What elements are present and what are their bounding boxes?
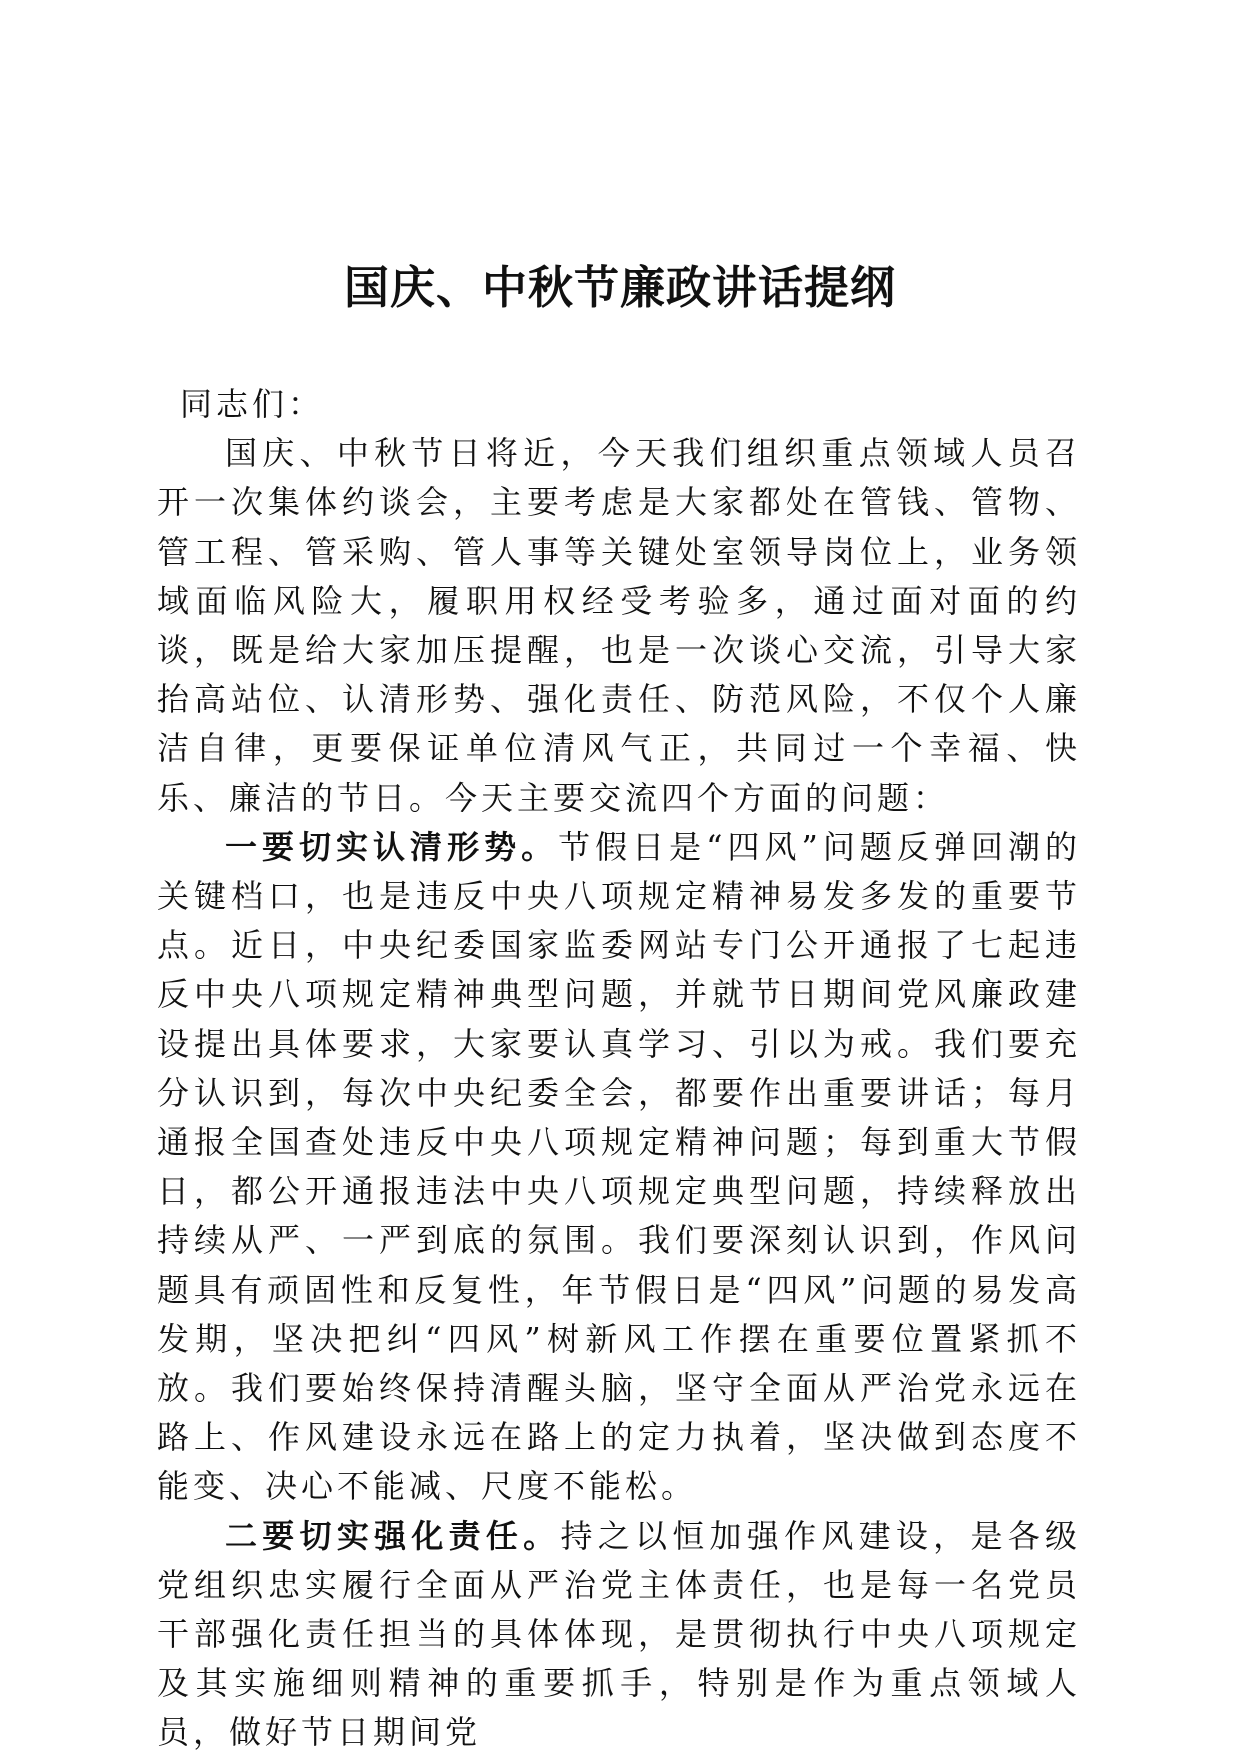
document-title: 国庆、中秋节廉政讲话提纲 bbox=[343, 261, 896, 314]
document-body bbox=[157, 380, 1081, 1758]
section-heading: 二要切实强化责任。 bbox=[225, 1516, 561, 1555]
salutation: 同志们： bbox=[180, 385, 325, 423]
paragraph-text: 持之以恒加强作风建设，是各级党组织忠实履行全面从严治党主体责任，也是每一名党员干部强化责任担当的具体体现，是贯彻执行中央八项规定及其实施细则精神的重要抓手，特别是作为重点领域人员，做好节日期间党 bbox=[157, 1516, 1081, 1752]
paragraph-text: 国庆、中秋节日将近，今天我们组织重点领域人员召开一次集体约谈会，主要考虑是大家都处在管钱、管物、管工程、管采购、管人事等关键处室领导岗位上，业务领域面临风险大，履职用权经受考验多，通过面对面的约谈，既是给大家加压提醒，也是一次谈心交流，引导大家抬高站位、认清形势、强化责任、防范风险，不仅个人廉洁自律，更要保证单位清风气正，共同过一个幸福、快乐、廉洁的节日。今天主要交流四个方面的问题： bbox=[157, 434, 1081, 817]
paragraph-intro bbox=[157, 429, 1081, 823]
paragraph-text: 节假日是“四风”问题反弹回潮的关键档口，也是违反中央八项规定精神易发多发的重要节点。近日，中央纪委国家监委网站专门公开通报了七起违反中央八项规定精神典型问题，并就节日期间党风廉政建设提出具体要求，大家要认真学习、引以为戒。我们要充分认识到，每次中央纪委全会，都要作出重要讲话；每月通报全国查处违反中央八项规定精神问题；每到重大节假日，都公开通报违法中央八项规定典型问题，持续释放出持续从严、一严到底的氛围。我们要深刻认识到，作风问题具有顽固性和反复性，年节假日是“四风”问题的易发高发期，坚决把纠“四风”树新风工作摆在重要位置紧抓不放。我们要始终保持清醒头脑，坚守全面从严治党永远在路上、作风建设永远在路上的定力执着，坚决做到态度不能变、决心不能减、尺度不能松。 bbox=[157, 827, 1081, 1506]
paragraph-section-1 bbox=[157, 823, 1081, 1512]
paragraph-section-2 bbox=[157, 1512, 1081, 1758]
section-heading: 一要切实认清形势。 bbox=[225, 827, 559, 866]
